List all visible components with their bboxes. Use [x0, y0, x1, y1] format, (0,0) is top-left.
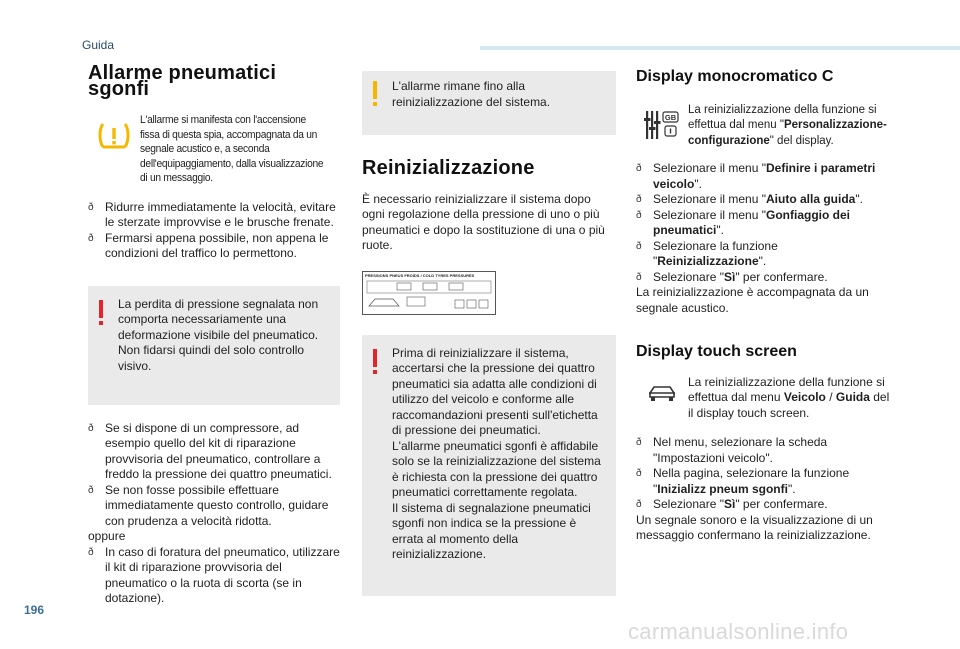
tyre-pressure-warning-icon [88, 113, 140, 151]
section-title-mono: Display monocromatico C [636, 68, 834, 85]
warning-icon [373, 349, 377, 367]
info-text: L'allarme rimane fino alla reinizializzazione del sistema. [392, 79, 551, 109]
list-item: ð Fermarsi appena possibile, non appena le condizioni del traffico lo permettono. [88, 231, 340, 262]
column-displays [636, 60, 890, 544]
bullet-list-puncture [88, 545, 340, 607]
info-icon [373, 81, 377, 99]
intro-text: L'allarme si manifesta con l'accensione fissa di questa spia, accompagnata da un segnale acustico e, a seconda dell'equipaggiamento, dalla visualizzazione di un messaggio. [140, 114, 324, 184]
list-item: ð Nel menu, selezionare la scheda "Impostazioni veicolo". [636, 435, 890, 466]
warning-icon [99, 300, 103, 318]
settings-menu-icon [636, 103, 688, 141]
list-item: ð Se non fosse possibile effettuare immediatamente questo controllo, guidare con prudenza a velocità ridotta. [88, 483, 340, 530]
bullet-list-actions [88, 200, 340, 262]
list-item: ð Selezionare "Sì" per confermare. [636, 270, 890, 286]
touch-intro: La reinizializzazione della funzione si effettua dal menu Veicolo / Guida del il display touch screen. [688, 374, 890, 420]
warning-box [362, 335, 616, 596]
touch-intro-row [636, 375, 890, 422]
list-item: ð Nella pagina, selezionare la funzione "Inizializz pneum sgonfi". [636, 466, 890, 497]
intro-row [88, 113, 340, 186]
bullet-list-compressor [88, 421, 340, 530]
warning-text: La perdita di pressione segnalata non comporta necessariamente una deformazione visibile del pneumatico. [118, 296, 319, 342]
section-title: Allarme pneumatici sgonfi [88, 62, 277, 100]
section-title: Reinizializzazione [362, 157, 535, 179]
car-icon [636, 375, 688, 403]
list-item: ð In caso di foratura del pneumatico, utilizzare il kit di riparazione provvisoria del pneumatico o la ruota di scorta (se in dotazione). [88, 545, 340, 607]
mono-intro: La reinizializzazione della funzione si effettua dal menu "Personalizzazione-configurazione" del display. [688, 103, 887, 147]
warning-text: L'allarme pneumatici sgonfi è affidabile solo se la reinizializzazione del sistema è richiesta con la pressione dei quattro pneumatici correttamente regolata. [392, 438, 601, 499]
list-item: ð Selezionare la funzione "Reinizializzazione". [636, 239, 890, 270]
column-tyre-alert [88, 60, 340, 607]
touch-steps [636, 435, 890, 513]
warning-text: Prima di reinizializzare il sistema, accertarsi che la pressione dei quattro pneumatici sia adatta alle condizioni di utilizzo del veicolo e conforme alle raccomandazioni presenti sull'etichetta di pressione dei pneumatici. [392, 345, 598, 437]
page-number: 196 [24, 603, 45, 617]
list-item: ð Selezionare il menu "Definire i parametri veicolo". [636, 161, 890, 192]
list-item: ð Selezionare "Sì" per confermare. [636, 497, 890, 513]
touch-outro: Un segnale sonoro e la visualizzazione di un messaggio confermano la reinizializzazione. [636, 512, 873, 542]
warning-box [88, 286, 340, 405]
gb-icon-label: GB [664, 112, 677, 122]
list-item: ð Se si dispone di un compressore, ad esempio quello del kit di riparazione provvisoria del pneumatico, controllare a freddo la pressione dei quattro pneumatici. [88, 421, 340, 483]
info-box [362, 71, 616, 135]
header-rule [480, 46, 960, 50]
section-header: Guida [82, 38, 115, 52]
oppure-text: oppure [88, 529, 126, 543]
warning-text: Il sistema di segnalazione pneumatici sgonfi non indica se la pressione è errata al momento della reinizializzazione. [392, 500, 591, 561]
warning-text: Non fidarsi quindi del solo controllo visivo. [118, 343, 305, 373]
mono-outro: La reinizializzazione è accompagnata da un segnale acustico. [636, 285, 869, 315]
list-item: ð Selezionare il menu "Gonfiaggio dei pneumatici". [636, 208, 890, 239]
mono-intro-row [636, 103, 890, 150]
tyre-pressure-label-image [362, 271, 496, 315]
list-item: ð Selezionare il menu "Aiuto alla guida". [636, 192, 890, 208]
watermark: carmanualsonline.info [628, 619, 849, 644]
label-heading: PRESSIONS PNEUS FROIDS / COLD TYRES PRESSURES [365, 272, 475, 278]
mono-steps [636, 161, 890, 285]
list-item: ð Ridurre immediatamente la velocità, evitare le sterzate improvvise e le brusche frenate. [88, 200, 340, 231]
section-title-touch: Display touch screen [636, 343, 797, 360]
column-reset [362, 71, 616, 596]
reset-paragraph: È necessario reinizializzare il sistema dopo ogni regolazione della pressione di uno o più pneumatici e dopo la sostituzione di una o più ruote. [362, 191, 605, 252]
